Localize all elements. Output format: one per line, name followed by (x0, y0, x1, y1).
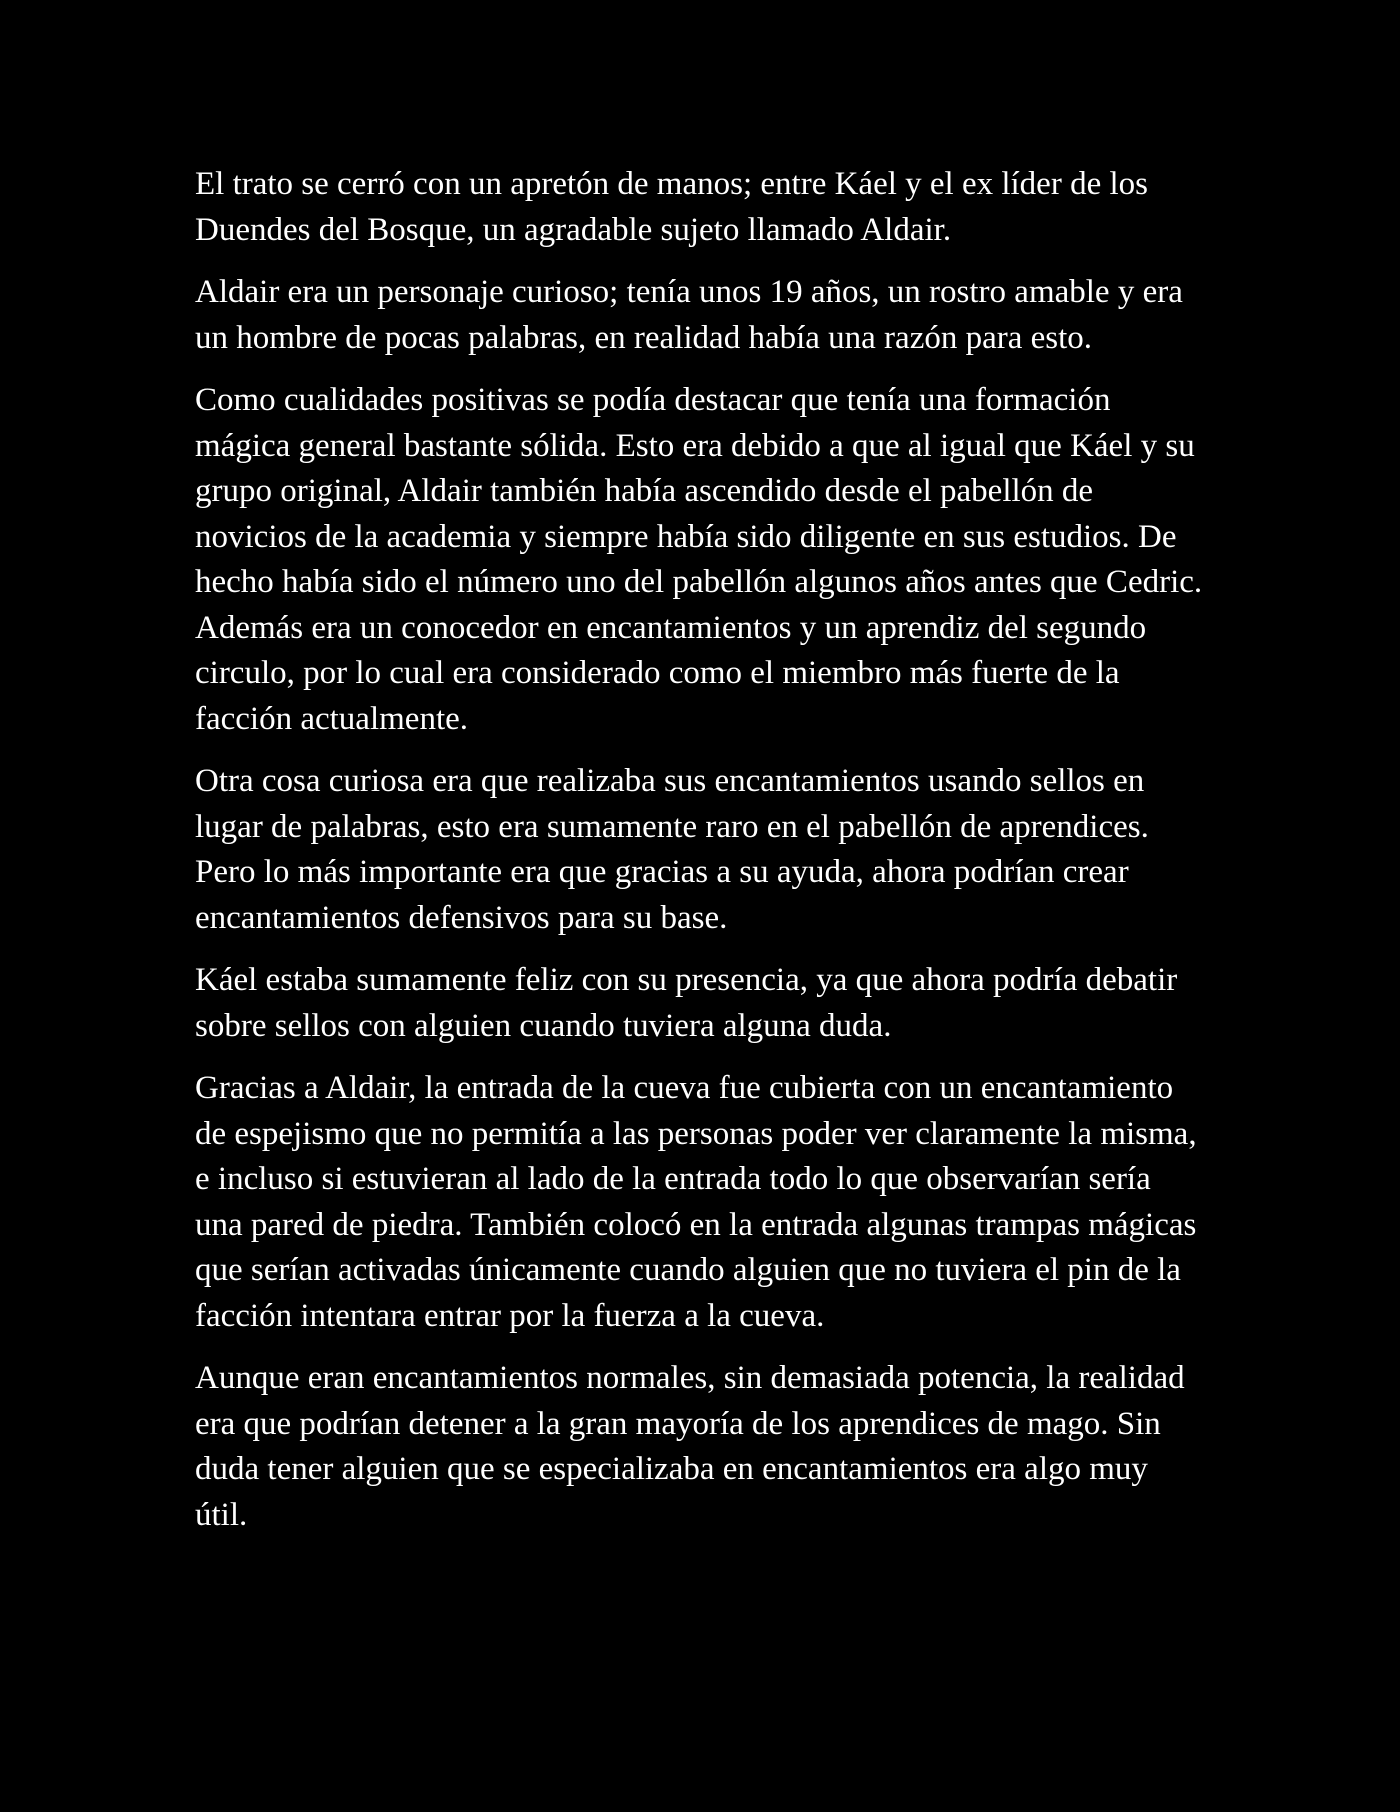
paragraph-7: Aunque eran encantamientos normales, sin demasiada potencia, la realidad era que podrían detener a la gran mayoría de los aprendices de mago. Sin duda tener alguien que se especializaba en encantamientos era algo muy útil. (195, 1360, 1185, 1533)
paragraph-4: Otra cosa curiosa era que realizaba sus encantamientos usando sellos en lugar de palabras, esto era sumamente raro en el pabellón de aprendices. Pero lo más importante era que gracias a su ayuda, ahora podrían crear encantamientos defensivos para su base. (195, 763, 1149, 936)
paragraph-1: El trato se cerró con un apretón de manos; entre Káel y el ex líder de los Duendes del Bosque, un agradable sujeto llamado Aldair. (195, 166, 1148, 248)
paragraph-2: Aldair era un personaje curioso; tenía unos 19 años, un rostro amable y era un hombre de pocas palabras, en realidad había una razón para esto. (195, 274, 1183, 356)
paragraph-6: Gracias a Aldair, la entrada de la cueva fue cubierta con un encantamiento de espejismo que no permitía a las personas poder ver claramente la misma, e incluso si estuvieran al lado de la entrada todo lo que observarían sería una pared de piedra. También colocó en la entrada algunas trampas mágicas que serían activadas únicamente cuando alguien que no tuviera el pin de la facción intentara entrar por la fuerza a la cueva. (195, 1070, 1197, 1334)
paragraph-5: Káel estaba sumamente feliz con su presencia, ya que ahora podría debatir sobre sellos con alguien cuando tuviera alguna duda. (195, 962, 1178, 1044)
document-body (195, 162, 1205, 1555)
paragraph-3: Como cualidades positivas se podía destacar que tenía una formación mágica general bastante sólida. Esto era debido a que al igual que Káel y su grupo original, Aldair también había ascendido desde el pabellón de novicios de la academia y siempre había sido diligente en sus estudios. De hecho había sido el número uno del pabellón algunos años antes que Cedric. Además era un conocedor en encantamientos y un aprendiz del segundo circulo, por lo cual era considerado como el miembro más fuerte de la facción actualmente. (195, 382, 1203, 737)
